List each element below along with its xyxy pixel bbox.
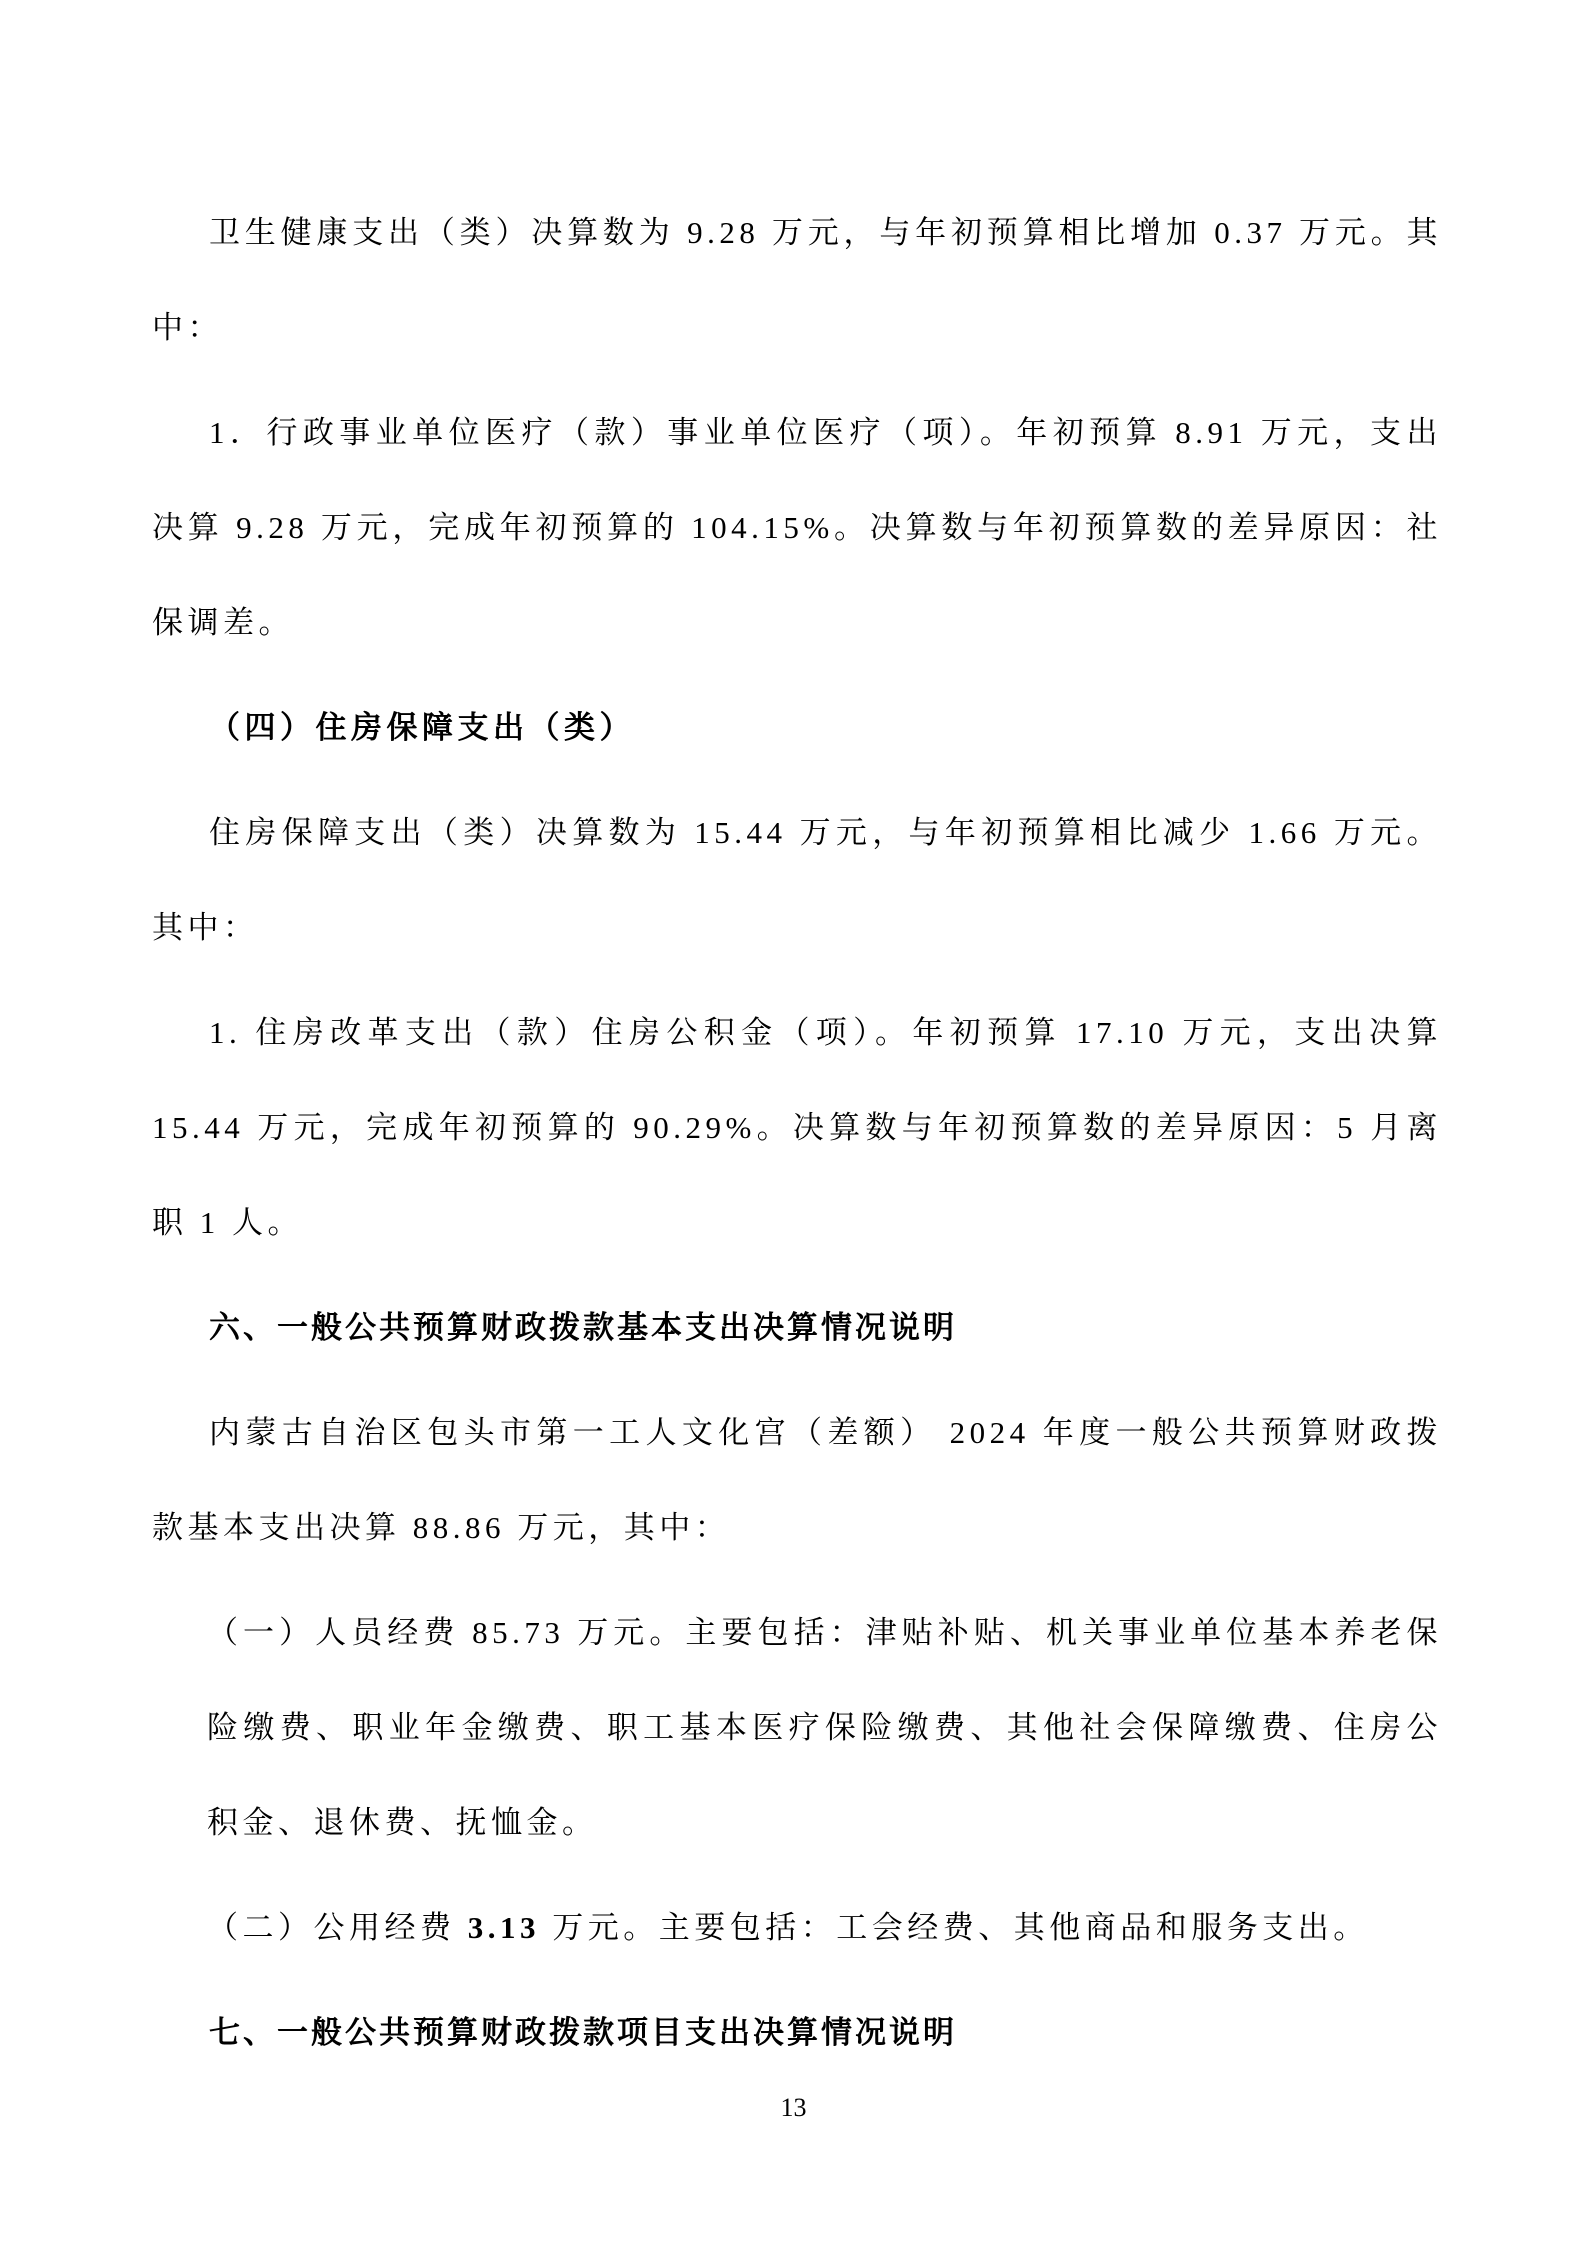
- paragraph-basic-expense-summary: 内蒙古自治区包头市第一工人文化宫（差额） 2024 年度一般公共预算财政拨款基本支出决算 88.86 万元，其中：: [152, 1415, 1442, 1545]
- public-expense-prefix: （二）公用经费: [207, 1910, 468, 1945]
- public-expense-suffix: 万元。主要包括：工会经费、其他商品和服务支出。: [540, 1910, 1369, 1945]
- document-body: [152, 185, 1442, 2090]
- paragraph-housing-expense-summary: 住房保障支出（类）决算数为 15.44 万元，与年初预算相比减少 1.66 万元。其中：: [152, 815, 1442, 945]
- paragraph-housing-expense-item: 1. 住房改革支出（款）住房公积金（项）。年初预算 17.10 万元，支出决算 15.44 万元，完成年初预算的 90.29%。决算数与年初预算数的差异原因：5 月离职 1 人。: [152, 1015, 1442, 1240]
- paragraph-personnel-expense: （一）人员经费 85.73 万元。主要包括：津贴补贴、机关事业单位基本养老保险缴费、职业年金缴费、职工基本医疗保险缴费、其他社会保障缴费、住房公积金、退休费、抚恤金。: [207, 1615, 1442, 1840]
- heading-section-four-housing: （四）住房保障支出（类）: [209, 710, 635, 745]
- heading-section-seven-project-expense: 七、一般公共预算财政拨款项目支出决算情况说明: [209, 2015, 957, 2050]
- page-number: 13: [780, 2093, 807, 2122]
- paragraph-health-expense-item: 1．行政事业单位医疗（款）事业单位医疗（项）。年初预算 8.91 万元，支出决算 9.28 万元，完成年初预算的 104.15%。决算数与年初预算数的差异原因：社保调差。: [152, 415, 1442, 640]
- paragraph-health-expense-summary: 卫生健康支出（类）决算数为 9.28 万元，与年初预算相比增加 0.37 万元。其中：: [152, 215, 1442, 345]
- public-expense-amount: 3.13: [467, 1910, 540, 1945]
- heading-section-six-basic-expense: 六、一般公共预算财政拨款基本支出决算情况说明: [209, 1310, 957, 1345]
- paragraph-public-expense: [207, 1880, 1442, 1975]
